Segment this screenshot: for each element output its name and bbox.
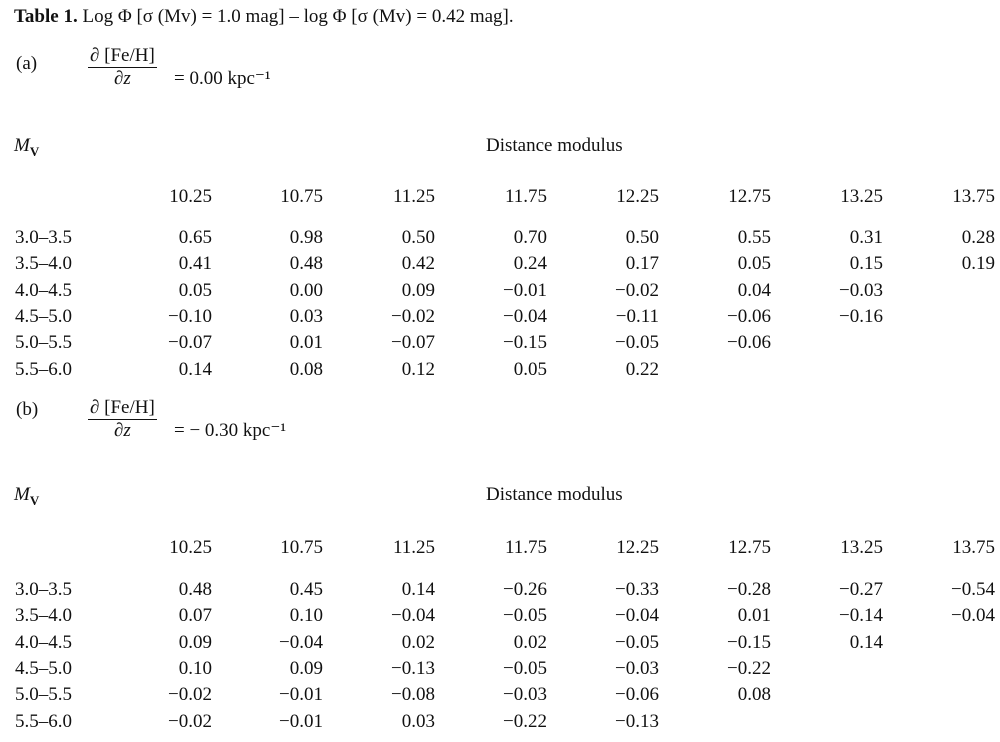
table-cell: 0.48 (289, 253, 323, 275)
table-cell: −0.02 (168, 684, 212, 706)
distance-modulus-header: Distance modulus (486, 135, 623, 156)
mv-header: $M_V$ (14, 484, 40, 508)
table-cell: 0.28 (961, 227, 995, 248)
table-cell: 0.14 (849, 631, 883, 653)
table-cell: −0.03 (615, 657, 659, 679)
table-cell: −0.08 (391, 684, 435, 706)
table-cell: −0.11 (615, 305, 659, 327)
column-header: 10.75 (280, 186, 323, 207)
table-cell: −0.01 (503, 279, 547, 301)
table-cell: −0.05 (503, 657, 547, 679)
column-header: 12.75 (728, 537, 771, 558)
table-cell: −0.16 (839, 305, 883, 327)
table-cell: 0.03 (289, 305, 323, 327)
table-cell: −0.27 (839, 579, 883, 600)
table-cell: −0.33 (615, 579, 659, 600)
table-cell: −0.02 (615, 279, 659, 301)
table-cell: −0.54 (951, 579, 995, 600)
gradient-fraction (88, 45, 157, 90)
row-header: 3.0–3.5 (15, 579, 72, 600)
table-cell: −0.07 (168, 332, 212, 354)
gradient-denominator: ∂z (114, 420, 131, 441)
table-cell: 0.50 (401, 227, 435, 248)
table-cell: 0.19 (961, 253, 995, 275)
column-header: 13.25 (840, 537, 883, 558)
table-cell: 0.01 (737, 605, 771, 627)
gradient-value: = − 0.30 kpc⁻¹ (174, 420, 287, 441)
table-cell: −0.06 (727, 332, 771, 354)
row-header: 4.0–4.5 (15, 279, 72, 301)
table-cell: −0.05 (615, 631, 659, 653)
table-cell: 0.05 (737, 253, 771, 275)
table-cell: 0.14 (401, 579, 435, 600)
table-cell: 0.08 (289, 358, 323, 380)
table-cell: 0.31 (849, 227, 883, 248)
table-cell: 0.65 (178, 227, 212, 248)
table-cell: 0.17 (625, 253, 659, 275)
table-cell: 0.09 (289, 657, 323, 679)
table-cell: 0.00 (289, 279, 323, 301)
table-cell: −0.07 (391, 332, 435, 354)
table-cell: 0.98 (289, 227, 323, 248)
table-cell: 0.05 (513, 358, 547, 380)
table-cell: −0.26 (503, 579, 547, 600)
table-cell: −0.02 (391, 305, 435, 327)
column-header: 11.25 (392, 186, 435, 207)
column-header: 10.25 (169, 186, 212, 207)
table-cell: 0.22 (625, 358, 659, 380)
table-cell: 0.45 (289, 579, 323, 600)
table-cell: 0.08 (737, 684, 771, 706)
row-header: 5.0–5.5 (15, 684, 72, 706)
row-header: 5.5–6.0 (15, 358, 72, 380)
row-header: 5.5–6.0 (15, 710, 72, 732)
table-cell: 0.10 (289, 605, 323, 627)
row-header: 3.5–4.0 (15, 253, 72, 275)
table-cell: −0.13 (615, 710, 659, 732)
table-cell: 0.41 (178, 253, 212, 275)
table-cell: 0.15 (849, 253, 883, 275)
table-cell: 0.01 (289, 332, 323, 354)
table-cell: 0.14 (178, 358, 212, 380)
table-cell: −0.14 (839, 605, 883, 627)
row-header: 4.5–5.0 (15, 305, 72, 327)
row-header: 5.0–5.5 (15, 332, 72, 354)
table-cell: 0.02 (513, 631, 547, 653)
table-caption-label: Table 1. (14, 6, 78, 27)
column-header: 12.25 (616, 186, 659, 207)
table-cell: −0.06 (727, 305, 771, 327)
table-cell: 0.07 (178, 605, 212, 627)
table-cell: −0.03 (503, 684, 547, 706)
table-cell: 0.50 (625, 227, 659, 248)
column-header: 13.75 (952, 186, 995, 207)
column-header: 13.25 (840, 186, 883, 207)
gradient-numerator: ∂ [Fe/H] (90, 397, 155, 418)
table-cell: −0.01 (279, 710, 323, 732)
table-cell: −0.04 (279, 631, 323, 653)
table-cell: −0.22 (503, 710, 547, 732)
table-cell: 0.12 (401, 358, 435, 380)
panel-label: (b) (16, 399, 39, 420)
column-header: 10.25 (169, 537, 212, 558)
table-cell: 0.24 (513, 253, 547, 275)
table-cell: 0.70 (513, 227, 547, 248)
table-cell: 0.09 (178, 631, 212, 653)
column-header: 11.75 (504, 537, 547, 558)
column-header: 13.75 (952, 537, 995, 558)
row-header: 4.5–5.0 (15, 657, 72, 679)
table-cell: −0.06 (615, 684, 659, 706)
table-cell: −0.04 (391, 605, 435, 627)
row-header: 3.0–3.5 (15, 227, 72, 248)
table-cell: −0.05 (615, 332, 659, 354)
table-cell: −0.28 (727, 579, 771, 600)
table-cell: 0.09 (401, 279, 435, 301)
table-cell: 0.55 (737, 227, 771, 248)
distance-modulus-header: Distance modulus (486, 484, 623, 505)
row-header: 4.0–4.5 (15, 631, 72, 653)
table-cell: −0.01 (279, 684, 323, 706)
column-header: 10.75 (280, 537, 323, 558)
gradient-numerator: ∂ [Fe/H] (90, 45, 155, 66)
table-cell: −0.04 (615, 605, 659, 627)
table-cell: −0.03 (839, 279, 883, 301)
gradient-fraction (88, 397, 157, 442)
row-header: 3.5–4.0 (15, 605, 72, 627)
table-cell: −0.15 (503, 332, 547, 354)
column-header: 11.75 (504, 186, 547, 207)
table-cell: −0.15 (727, 631, 771, 653)
table-cell: −0.02 (168, 710, 212, 732)
table-cell: −0.13 (391, 657, 435, 679)
panel-label: (a) (16, 53, 38, 74)
gradient-denominator: ∂z (114, 68, 131, 89)
table-cell: −0.04 (503, 305, 547, 327)
table-cell: −0.04 (951, 605, 995, 627)
table-cell: −0.22 (727, 657, 771, 679)
table-cell: 0.48 (178, 579, 212, 600)
table-caption (14, 6, 514, 28)
column-header: 12.25 (616, 537, 659, 558)
table-cell: 0.03 (401, 710, 435, 732)
table-cell: 0.42 (401, 253, 435, 275)
table-cell: 0.02 (401, 631, 435, 653)
table-caption-text: Log Φ [σ (Mv) = 1.0 mag] – log Φ [σ (Mv) = 0.42 mag]. (82, 6, 514, 27)
table-cell: 0.05 (178, 279, 212, 301)
table-cell: −0.10 (168, 305, 212, 327)
table-cell: 0.10 (178, 657, 212, 679)
gradient-value: = 0.00 kpc⁻¹ (174, 68, 271, 89)
table-cell: 0.04 (737, 279, 771, 301)
column-header: 12.75 (728, 186, 771, 207)
column-header: 11.25 (392, 537, 435, 558)
table-cell: −0.05 (503, 605, 547, 627)
mv-header: $M_V$ (14, 135, 40, 159)
